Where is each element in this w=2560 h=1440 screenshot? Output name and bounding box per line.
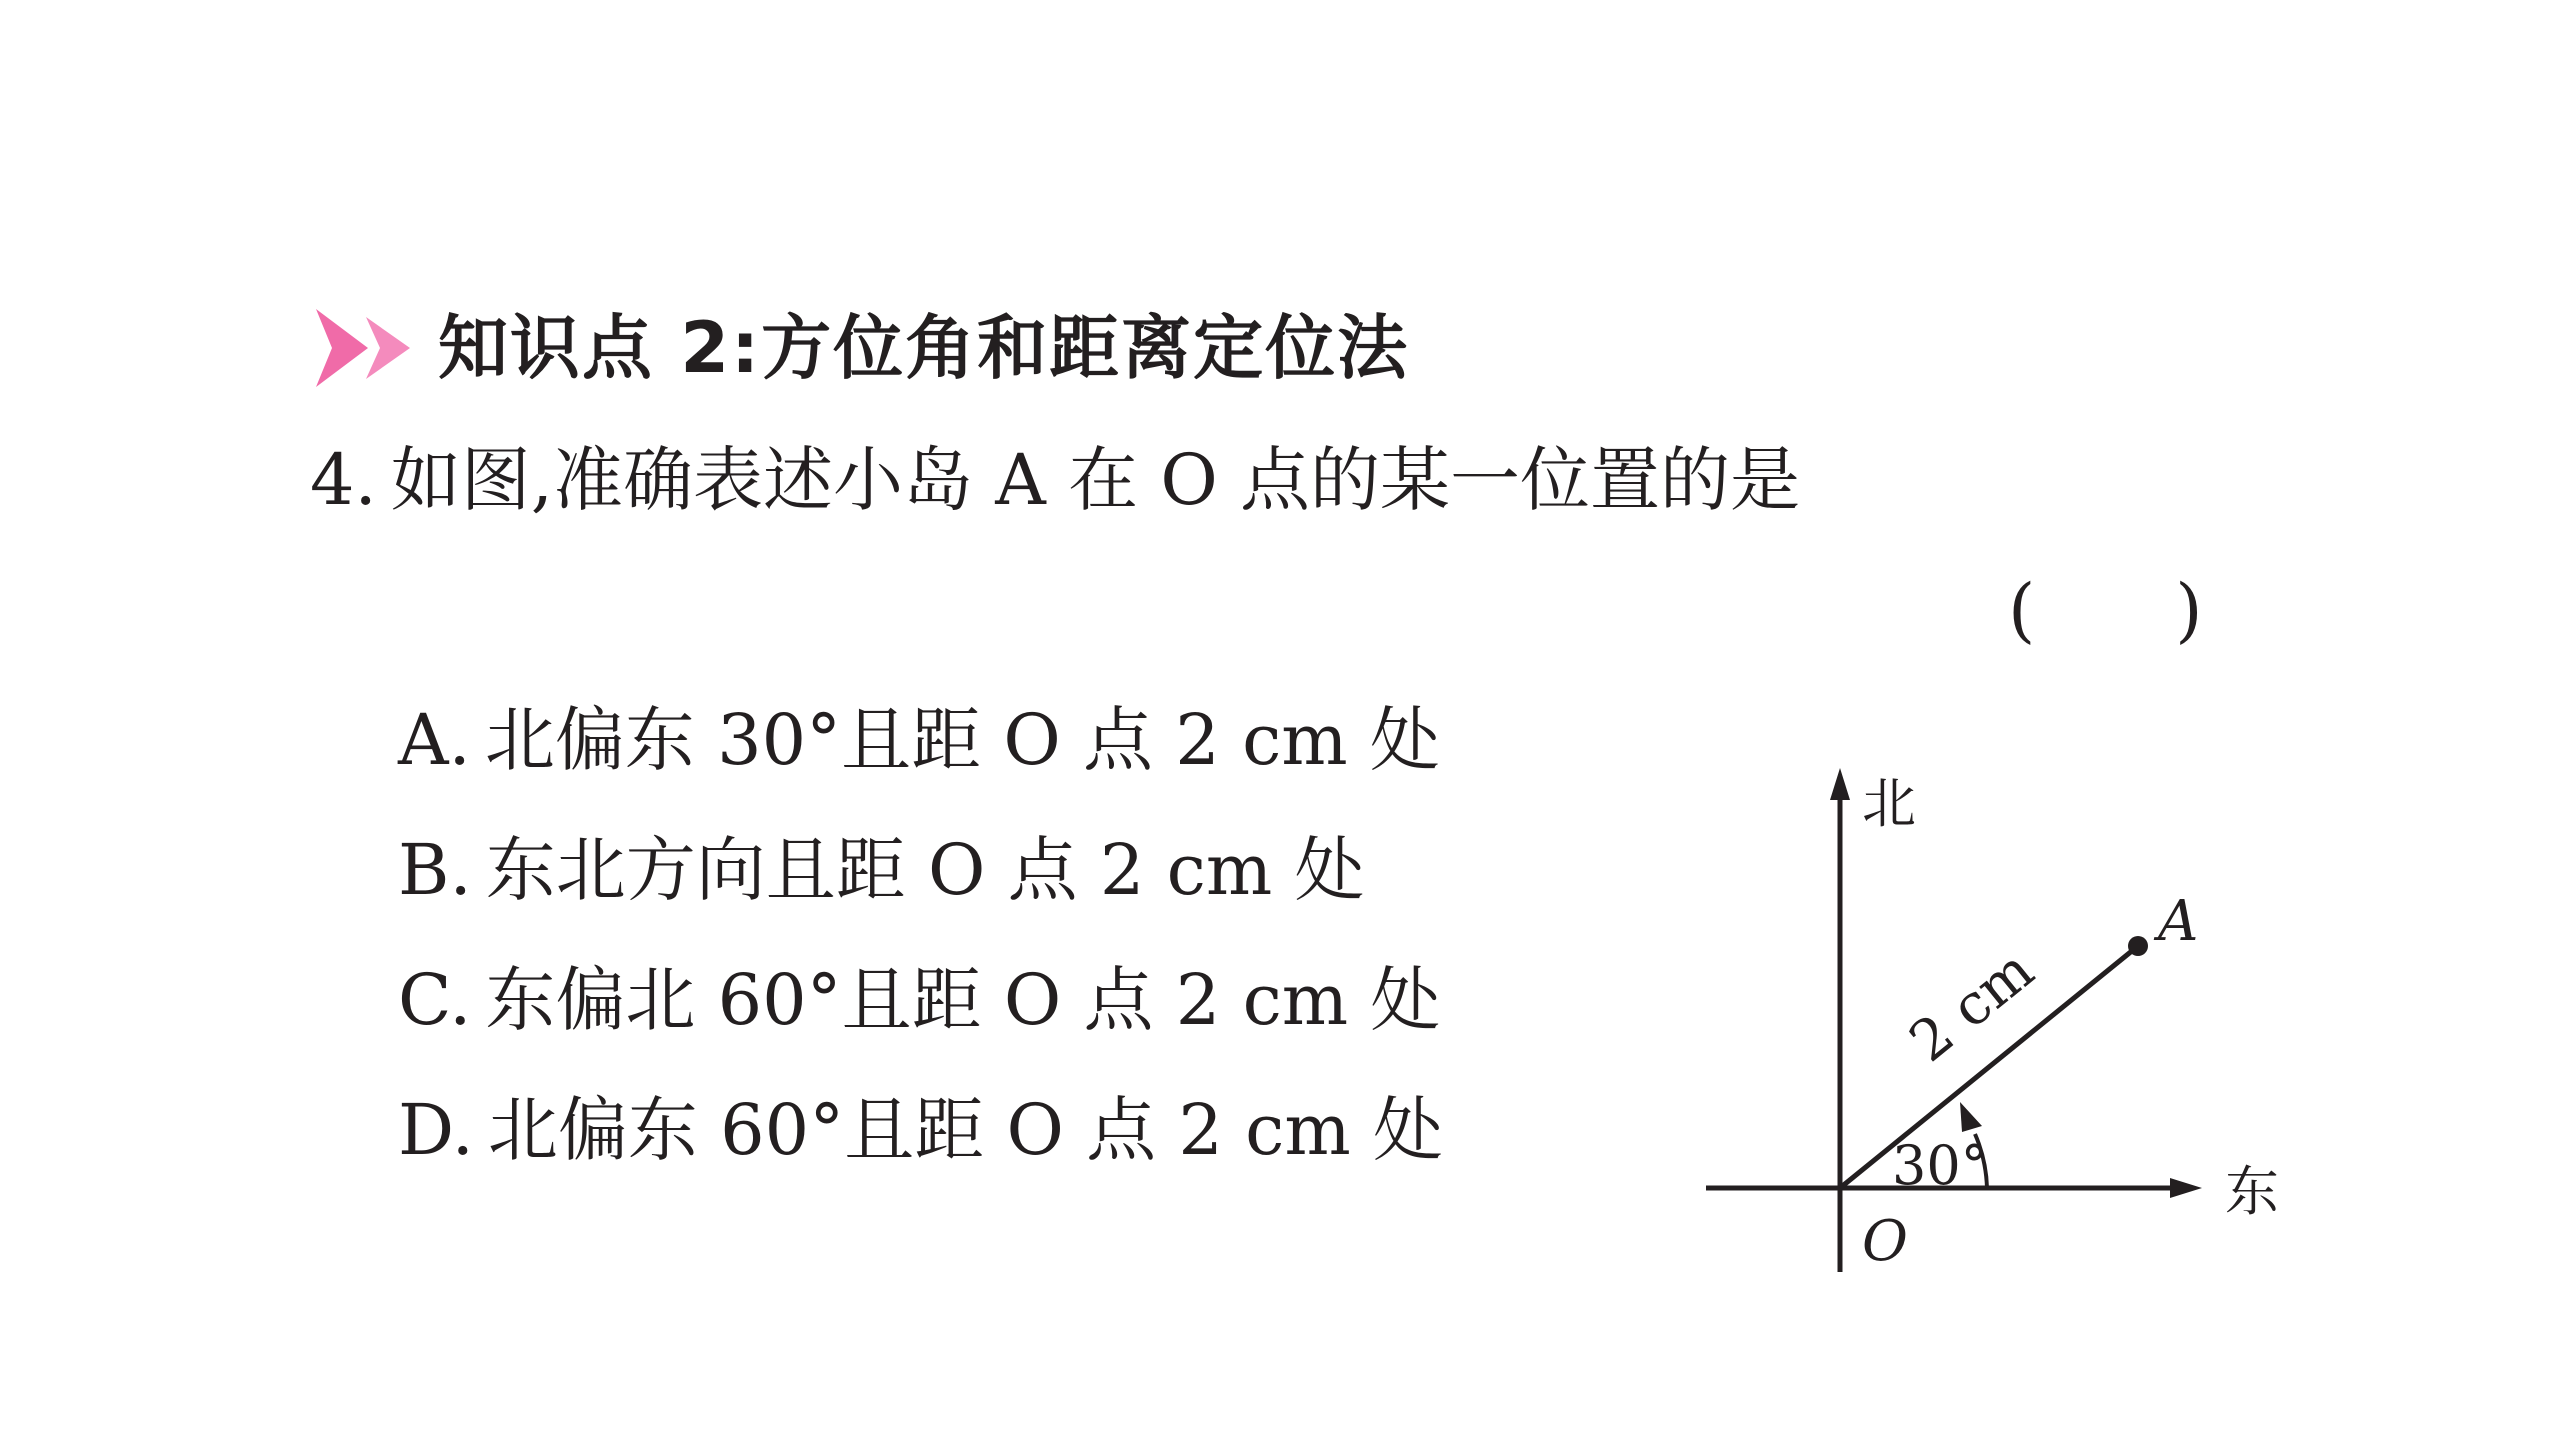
option-text: 东偏北 60°且距 O 点 2 cm 处: [485, 959, 1441, 1041]
double-arrow-icon: [310, 303, 430, 393]
bearing-diagram: [1680, 760, 2300, 1280]
option-letter: B.: [398, 829, 472, 911]
question-text: [310, 430, 1800, 530]
option-text: 北偏东 30°且距 O 点 2 cm 处: [484, 699, 1440, 781]
origin-label: O: [1862, 1209, 1908, 1274]
option-a: [398, 690, 1443, 820]
option-d: [398, 1080, 1443, 1210]
option-letter: D.: [398, 1089, 474, 1171]
option-text: 北偏东 60°且距 O 点 2 cm 处: [487, 1089, 1443, 1171]
point-a-dot: [2128, 936, 2148, 956]
answer-bracket: ( ): [2008, 569, 2203, 651]
options-list: [398, 690, 1443, 1210]
north-arrowhead: [1830, 768, 1850, 800]
section-title: 知识点 2:方位角和距离定位法: [438, 307, 1410, 389]
north-label: 北: [1862, 772, 1916, 835]
question-number: 4.: [310, 439, 377, 521]
section-header: [310, 298, 1409, 398]
bearing-diagram-svg: [1680, 760, 2300, 1280]
distance-label: 2 cm: [1897, 937, 2046, 1075]
point-label: A: [2158, 889, 2199, 954]
question-stem: 如图,准确表述小岛 A 在 O 点的某一位置的是: [390, 439, 1800, 521]
option-b: [398, 820, 1443, 950]
option-text: 东北方向且距 O 点 2 cm 处: [485, 829, 1365, 911]
option-letter: C.: [398, 959, 472, 1041]
angle-label: 30°: [1892, 1134, 1988, 1197]
angle-arrowhead: [1960, 1102, 1982, 1132]
option-c: [398, 950, 1443, 1080]
option-letter: A.: [398, 699, 471, 781]
east-label: 东: [2225, 1160, 2279, 1223]
east-arrowhead: [2170, 1178, 2202, 1198]
